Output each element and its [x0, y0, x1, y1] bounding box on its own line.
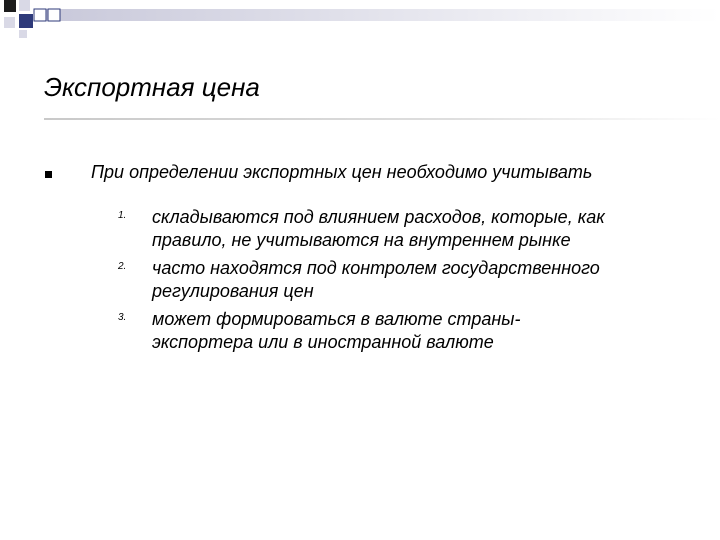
header-square-outline — [34, 9, 46, 21]
list-item-number: 3. — [118, 312, 127, 323]
title-divider — [44, 118, 720, 120]
header-square-outline — [48, 9, 60, 21]
header-square-navy — [19, 14, 33, 28]
list-item — [118, 206, 618, 252]
header-square-light — [19, 30, 27, 38]
header-square-light — [4, 17, 15, 28]
lead-text: При определении экспортных цен необходимо учитывать — [91, 162, 593, 182]
page-title: Экспортная цена — [44, 72, 260, 102]
list-item-text: часто находятся под контролем государственного регулирования цен — [152, 258, 600, 301]
list-item — [118, 257, 618, 303]
header-gradient-bar — [40, 9, 720, 21]
list-item-text: может формироваться в валюте страны-экспортера или в иностранной валюте — [152, 309, 521, 352]
bullet-square-icon — [45, 171, 52, 178]
list-item — [118, 308, 618, 354]
list-item-text: складываются под влиянием расходов, которые, как правило, не учитываются на внутреннем рынке — [152, 207, 605, 250]
numbered-list — [118, 206, 618, 359]
list-item-number: 1. — [118, 210, 127, 221]
header-square-light — [19, 0, 30, 11]
header-decoration — [0, 0, 720, 40]
list-item-number: 2. — [118, 261, 127, 272]
header-square-dark — [4, 0, 16, 12]
